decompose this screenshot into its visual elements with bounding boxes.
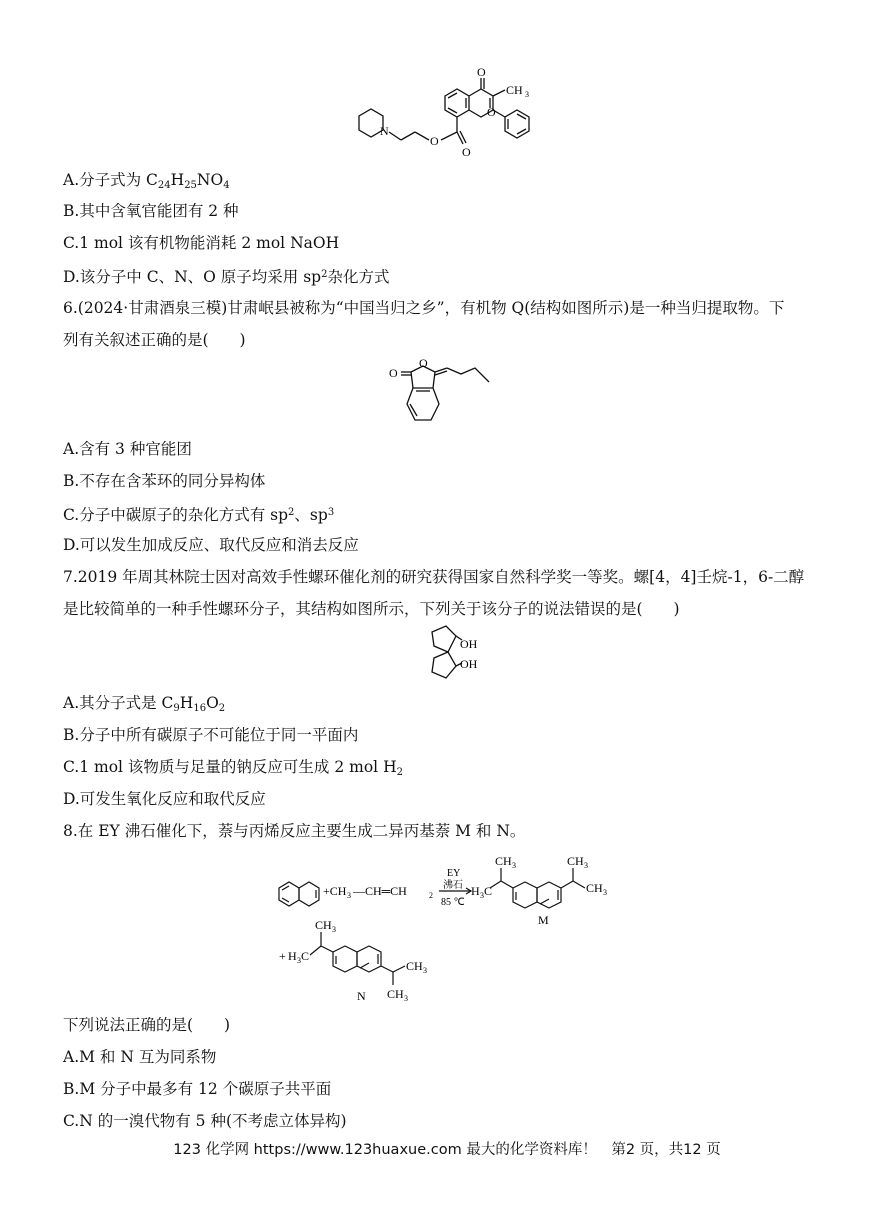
q8-m-h3c-c: C [484, 884, 493, 898]
q6-option-a: A.含有 3 种官能团 [63, 440, 192, 458]
q6-option-c: C.分子中碳原子的杂化方式有 $sp^2$、$sp^3$ [63, 506, 335, 524]
q5-option-a: A.分子式为 $C_{24}H_{25}NO_4$ [63, 171, 230, 191]
q7-stem-line2: 是比较简单的一种手性螺环分子，其结构如图所示，下列关于该分子的说法错误的是( ) [63, 600, 680, 618]
q8-m-ch3-b-sub: 3 [584, 861, 588, 870]
q8-n-ch3-a-sub: 3 [332, 925, 336, 934]
q7-option-a: A.其分子式是 $C_9H_{16}O_2$ [63, 694, 226, 714]
q7-stem-line1: 7.2019 年周其林院士因对高效手性螺环催化剂的研究获得国家自然科学奖一等奖。螺[4，4]壬烷-1，6-二醇 [63, 568, 805, 586]
q6-o-carbonyl: O [389, 366, 398, 380]
q8-m-h3c: H [471, 884, 480, 898]
q8-option-a: A.M 和 N 互为同系物 [63, 1048, 217, 1066]
q8-m-ch3-c-sub: 3 [603, 888, 607, 897]
q8-plus2: + [279, 949, 286, 963]
q7-structure-figure [418, 622, 488, 687]
q8-n-h3c-sub: 3 [297, 956, 301, 965]
q7-oh2: OH [460, 657, 478, 671]
q8-m-ch3-a-sub: 3 [512, 861, 516, 870]
q8-sub2: 2 [429, 891, 433, 900]
q8-cond-temp: 85 ℃ [441, 897, 465, 908]
q8-label-n: N [357, 989, 366, 1003]
q7-option-d: D.可发生氧化反应和取代反应 [63, 790, 266, 808]
q5-structure-figure [345, 60, 555, 160]
q5-o-ring: O [487, 105, 496, 119]
q5-o-ester1: O [430, 134, 439, 148]
page-footer: 123 化学网 https://www.123huaxue.com 最大的化学资料库！ 第2 页，共12 页 [173, 1142, 721, 1158]
q5-o-ester2: O [462, 145, 471, 159]
q5-ch3: CH [506, 83, 523, 97]
q6-stem-line1: 6.(2024·甘肃酒泉三模)甘肃岷县被称为“中国当归之乡”，有机物 Q(结构如图所示)是一种当归提取物。下 [63, 299, 785, 317]
q8-question: 下列说法正确的是( ) [63, 1016, 231, 1034]
q8-m-ch3-a: CH [495, 854, 512, 868]
q8-n-ch3-b-sub: 3 [423, 966, 427, 975]
q6-o-ring: O [419, 358, 428, 370]
q8-sub3: 3 [347, 891, 351, 900]
q6-option-b: B.不存在含苯环的同分异构体 [63, 472, 266, 490]
q6-structure-figure [385, 358, 510, 433]
q8-n-h3c: H [288, 949, 297, 963]
q8-m-h3c-sub: 3 [480, 891, 484, 900]
q8-option-b: B.M 分子中最多有 12 个碳原子共平面 [63, 1080, 332, 1098]
q5-n: N [380, 124, 389, 138]
q7-option-c: C.1 mol 该物质与足量的钠反应可生成 2 mol $H_2$ [63, 758, 403, 778]
q8-cond-zeolite: 沸石 [443, 880, 463, 891]
q5-o-top: O [477, 65, 486, 79]
q7-option-b: B.分子中所有碳原子不可能位于同一平面内 [63, 726, 359, 744]
q8-n-ch3-c: CH [387, 987, 404, 1001]
q8-option-c: C.N 的一溴代物有 5 种(不考虑立体异构) [63, 1112, 347, 1130]
q8-plus-ch3: +CH [323, 884, 347, 898]
q8-ch-ch2: —CH═CH [353, 884, 407, 898]
q7-oh1: OH [460, 637, 478, 651]
q8-stem: 8.在 EY 沸石催化下，萘与丙烯反应主要生成二异丙基萘 M 和 N。 [63, 822, 526, 840]
q8-n-ch3-c-sub: 3 [404, 994, 408, 1003]
q5-option-d: D.该分子中 C、N、O 原子均采用 $sp^2$杂化方式 [63, 268, 390, 286]
q5-ch3-sub: 3 [525, 90, 529, 99]
q8-m-ch3-c: CH [586, 881, 603, 895]
q8-reaction-figure [275, 848, 625, 1008]
q5-option-b: B.其中含氧官能团有 2 种 [63, 202, 239, 220]
q8-m-ch3-b: CH [567, 854, 584, 868]
q8-cond-ey: EY [447, 868, 461, 879]
q5-option-c: C.1 mol 该有机物能消耗 2 mol NaOH [63, 234, 340, 252]
q8-n-h3c-c: C [301, 949, 310, 963]
q8-label-m: M [538, 913, 549, 927]
q8-n-ch3-a: CH [315, 918, 332, 932]
q8-n-ch3-b: CH [406, 959, 423, 973]
q6-stem-line2: 列有关叙述正确的是( ) [63, 331, 246, 349]
q6-option-d: D.可以发生加成反应、取代反应和消去反应 [63, 536, 359, 554]
